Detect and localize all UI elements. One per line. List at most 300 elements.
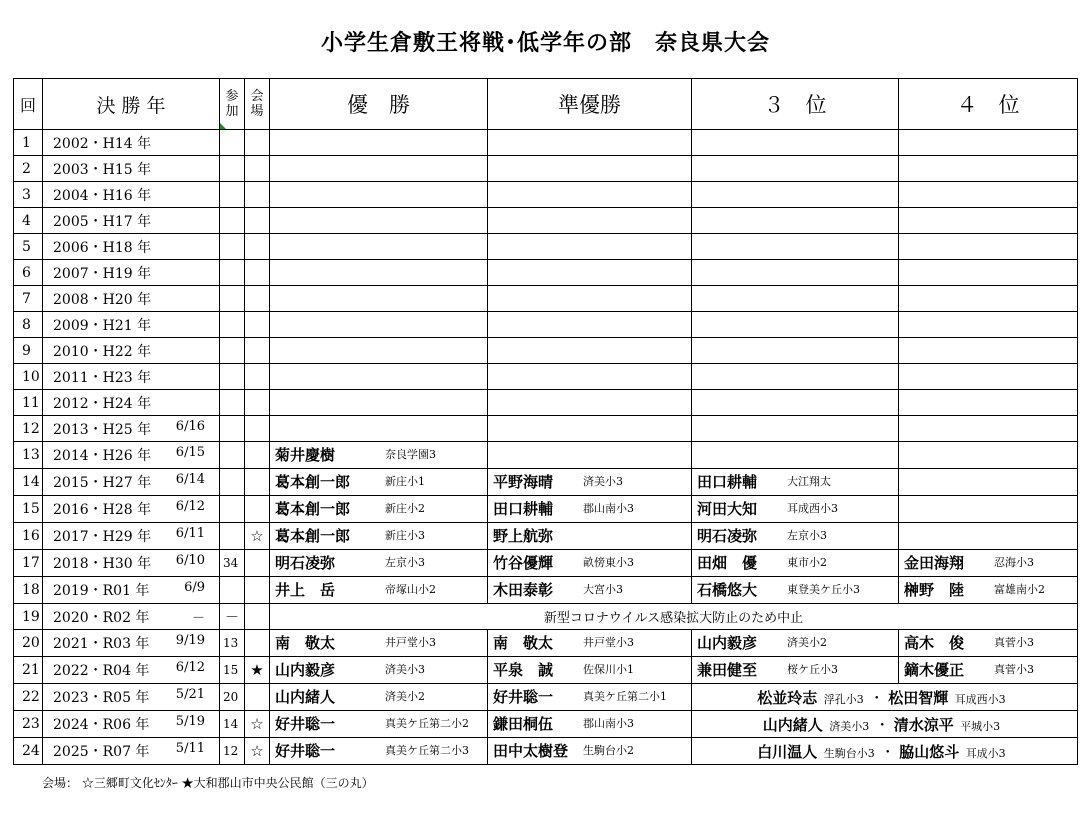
school-name: 済美小3 bbox=[385, 663, 425, 676]
venue-mark bbox=[245, 630, 270, 657]
player-name: 榊野 陸 bbox=[904, 581, 965, 599]
venue-mark bbox=[245, 234, 270, 260]
final-year bbox=[43, 338, 220, 364]
r1-cell bbox=[270, 364, 488, 390]
player-name: 南 敬太 bbox=[275, 634, 336, 652]
venue-mark bbox=[245, 260, 270, 286]
year-label: 2009・H21 年 bbox=[53, 317, 152, 334]
round-number: 18 bbox=[14, 577, 43, 604]
r1-cell bbox=[270, 657, 488, 684]
year-label: 2004・H16 年 bbox=[53, 187, 152, 204]
player-name: 清水涼平 bbox=[893, 715, 954, 734]
year-label: 2017・H29 年 bbox=[53, 529, 152, 545]
participant-count: － bbox=[220, 604, 245, 630]
final-date: 5/19 bbox=[175, 714, 205, 729]
venue-mark bbox=[245, 156, 270, 182]
round-number: 10 bbox=[14, 364, 43, 390]
school-name: 佐保川小1 bbox=[583, 663, 634, 676]
player-name: 松田智輝 bbox=[888, 688, 949, 707]
round-number: 12 bbox=[14, 416, 43, 442]
participant-count: 15 bbox=[220, 657, 245, 684]
r1-cell bbox=[270, 684, 488, 711]
venue-mark bbox=[245, 469, 270, 496]
player-name: 鎌田桐伍 bbox=[493, 715, 554, 733]
participant-count bbox=[220, 577, 245, 604]
school-name: 済美小3 bbox=[829, 719, 870, 733]
player-name: 井上 岳 bbox=[275, 581, 336, 599]
r1-cell bbox=[270, 234, 488, 260]
player-name: 葛本創一郎 bbox=[275, 500, 351, 518]
venue-mark bbox=[245, 390, 270, 416]
year-label: 2003・H15 年 bbox=[53, 161, 152, 178]
venue-mark bbox=[245, 182, 270, 208]
venue-mark bbox=[245, 338, 270, 364]
year-label: 2020・R02 年 bbox=[53, 609, 150, 626]
r3-cell bbox=[692, 469, 899, 496]
table-row bbox=[14, 364, 1078, 390]
venue-mark bbox=[245, 577, 270, 604]
final-year bbox=[43, 182, 220, 208]
venue-mark: ☆ bbox=[245, 523, 270, 550]
school-name: 耳成西小3 bbox=[954, 692, 1006, 706]
header-fourth: ４ 位 bbox=[899, 79, 1078, 130]
round-number: 5 bbox=[14, 234, 43, 260]
r2-cell bbox=[488, 156, 692, 182]
round-number: 17 bbox=[14, 550, 43, 577]
venue-legend: 会場： ☆三郷町文化ｾﾝﾀｰ ★大和郡山市中央公民館（三の丸） bbox=[42, 776, 374, 790]
page-title: 小学生倉敷王将戦･低学年の部 奈良県大会 bbox=[320, 30, 770, 56]
school-name: 生駒台小3 bbox=[823, 746, 875, 760]
table-row bbox=[14, 684, 1078, 711]
final-year bbox=[43, 156, 220, 182]
separator: ・ bbox=[875, 717, 890, 734]
final-date: 6/14 bbox=[175, 472, 205, 487]
final-date: 6/12 bbox=[175, 499, 205, 514]
school-name: 忍海小3 bbox=[994, 556, 1034, 569]
r4-cell bbox=[899, 657, 1078, 684]
table-row bbox=[14, 657, 1078, 684]
school-name: 井戸堂小3 bbox=[583, 636, 634, 649]
player-name: 明石凌弥 bbox=[275, 554, 336, 572]
round-number: 8 bbox=[14, 312, 43, 338]
r2-cell bbox=[488, 286, 692, 312]
table-row bbox=[14, 469, 1078, 496]
r3-cell bbox=[692, 156, 899, 182]
r4-cell bbox=[899, 390, 1078, 416]
school-name: 新庄小2 bbox=[385, 502, 425, 515]
r3-cell bbox=[692, 390, 899, 416]
table-row bbox=[14, 390, 1078, 416]
table-row bbox=[14, 338, 1078, 364]
r2-cell bbox=[488, 312, 692, 338]
r3-cell bbox=[692, 130, 899, 156]
player-name: 好井聡一 bbox=[275, 742, 336, 760]
final-date: 6/12 bbox=[175, 660, 205, 675]
round-number: 6 bbox=[14, 260, 43, 286]
final-year bbox=[43, 286, 220, 312]
year-label: 2016・H28 年 bbox=[53, 502, 152, 518]
r1-cell bbox=[270, 416, 488, 442]
venue-mark bbox=[245, 550, 270, 577]
player-name: 石橋悠大 bbox=[697, 581, 758, 599]
school-name: 真美ケ丘第二小2 bbox=[385, 717, 469, 730]
year-label: 2011・H23 年 bbox=[53, 369, 152, 386]
r1-cell bbox=[270, 286, 488, 312]
r3-cell bbox=[692, 630, 899, 657]
results-body bbox=[14, 130, 1078, 765]
player-name: 鏑木優正 bbox=[904, 661, 965, 679]
header-third: ３ 位 bbox=[692, 79, 899, 130]
participant-count bbox=[220, 156, 245, 182]
year-label: 2010・H22 年 bbox=[53, 343, 152, 360]
round-number: 23 bbox=[14, 711, 43, 738]
table-row bbox=[14, 260, 1078, 286]
year-label: 2013・H25 年 bbox=[53, 421, 152, 438]
r2-cell bbox=[488, 684, 692, 711]
school-name: 新庄小3 bbox=[385, 529, 425, 542]
round-number: 11 bbox=[14, 390, 43, 416]
final-year bbox=[43, 130, 220, 156]
r1-cell bbox=[270, 711, 488, 738]
venue-mark bbox=[245, 312, 270, 338]
round-number: 24 bbox=[14, 738, 43, 765]
header-row bbox=[14, 79, 1078, 130]
final-year bbox=[43, 496, 220, 523]
participant-count bbox=[220, 469, 245, 496]
r2-cell bbox=[488, 711, 692, 738]
player-name: 脇山悠斗 bbox=[899, 742, 960, 761]
round-number: 4 bbox=[14, 208, 43, 234]
participant-count bbox=[220, 523, 245, 550]
school-name: 桜ケ丘小3 bbox=[787, 663, 838, 676]
header-year: 決 勝 年 bbox=[43, 79, 220, 130]
school-name: 真美ケ丘第二小1 bbox=[583, 690, 667, 703]
table-row bbox=[14, 208, 1078, 234]
r3-cell bbox=[692, 234, 899, 260]
r3-cell bbox=[692, 364, 899, 390]
year-label: 2002・H14 年 bbox=[53, 135, 152, 152]
table-row bbox=[14, 496, 1078, 523]
r2-cell bbox=[488, 523, 692, 550]
r4-cell bbox=[899, 208, 1078, 234]
header-no: 回 bbox=[14, 79, 43, 130]
header-venue: 会 場 bbox=[245, 79, 270, 130]
r4-cell bbox=[899, 550, 1078, 577]
participant-count bbox=[220, 130, 245, 156]
participant-count bbox=[220, 496, 245, 523]
round-number: 16 bbox=[14, 523, 43, 550]
round-number: 3 bbox=[14, 182, 43, 208]
school-name: 大江翔太 bbox=[787, 475, 831, 488]
final-date: 5/21 bbox=[175, 687, 205, 702]
player-name: 田口耕輔 bbox=[697, 473, 758, 491]
school-name: 井戸堂小3 bbox=[385, 636, 436, 649]
r1-cell bbox=[270, 496, 488, 523]
player-name: 兼田健至 bbox=[697, 661, 758, 679]
r1-cell bbox=[270, 260, 488, 286]
r1-cell bbox=[270, 577, 488, 604]
final-year bbox=[43, 523, 220, 550]
player-name: 河田大知 bbox=[697, 500, 758, 518]
r2-cell bbox=[488, 130, 692, 156]
r4-cell bbox=[899, 260, 1078, 286]
cancel-note: 新型コロナウイルス感染拡大防止のため中止 bbox=[270, 604, 1078, 630]
r3-cell bbox=[692, 182, 899, 208]
player-name: 好井聡一 bbox=[493, 688, 554, 706]
final-year bbox=[43, 684, 220, 711]
player-name: 葛本創一郎 bbox=[275, 473, 351, 491]
r4-cell bbox=[899, 630, 1078, 657]
participant-count: 12 bbox=[220, 738, 245, 765]
player-name: 山内毅彦 bbox=[275, 661, 336, 679]
final-year bbox=[43, 312, 220, 338]
r2-cell bbox=[488, 208, 692, 234]
school-name: 郡山南小3 bbox=[583, 502, 634, 515]
r4-cell bbox=[899, 338, 1078, 364]
round-number: 15 bbox=[14, 496, 43, 523]
participant-count bbox=[220, 312, 245, 338]
r2-cell bbox=[488, 577, 692, 604]
r4-cell bbox=[899, 523, 1078, 550]
school-name: 真菅小3 bbox=[994, 636, 1034, 649]
year-label: 2005・H17 年 bbox=[53, 213, 152, 230]
r4-cell bbox=[899, 156, 1078, 182]
player-name: 菊井慶樹 bbox=[275, 446, 336, 464]
year-label: 2014・H26 年 bbox=[53, 448, 152, 464]
table-row bbox=[14, 156, 1078, 182]
player-name: 田中太樹登 bbox=[493, 742, 569, 760]
table-row bbox=[14, 550, 1078, 577]
venue-mark: ☆ bbox=[245, 711, 270, 738]
venue-mark bbox=[245, 364, 270, 390]
r3-cell bbox=[692, 496, 899, 523]
school-name: 郡山南小3 bbox=[583, 717, 634, 730]
table-row bbox=[14, 523, 1078, 550]
table-row bbox=[14, 286, 1078, 312]
participant-count: 20 bbox=[220, 684, 245, 711]
final-date: 6/11 bbox=[175, 526, 205, 541]
table-row bbox=[14, 182, 1078, 208]
participant-count bbox=[220, 260, 245, 286]
r2-cell bbox=[488, 657, 692, 684]
final-year bbox=[43, 390, 220, 416]
final-date: 6/15 bbox=[175, 445, 205, 460]
round-number: 19 bbox=[14, 604, 43, 630]
final-year bbox=[43, 234, 220, 260]
r1-cell bbox=[270, 523, 488, 550]
r3-cell bbox=[692, 416, 899, 442]
participant-count bbox=[220, 286, 245, 312]
player-name: 平野海晴 bbox=[493, 473, 554, 491]
player-name: 竹谷優輝 bbox=[493, 554, 554, 572]
r4-cell bbox=[899, 312, 1078, 338]
shared-third-cell bbox=[692, 684, 1078, 711]
r1-cell bbox=[270, 630, 488, 657]
r2-cell bbox=[488, 496, 692, 523]
year-label: 2012・H24 年 bbox=[53, 395, 152, 412]
round-number: 2 bbox=[14, 156, 43, 182]
school-name: 帝塚山小2 bbox=[385, 583, 436, 596]
r3-cell bbox=[692, 577, 899, 604]
school-name: 畝傍東小3 bbox=[583, 556, 634, 569]
r3-cell bbox=[692, 260, 899, 286]
final-date: 9/19 bbox=[175, 633, 205, 648]
final-year bbox=[43, 208, 220, 234]
participant-count bbox=[220, 390, 245, 416]
final-year bbox=[43, 738, 220, 765]
school-name: 真美ケ丘第二小3 bbox=[385, 744, 469, 757]
r1-cell bbox=[270, 182, 488, 208]
r2-cell bbox=[488, 442, 692, 469]
year-label: 2019・R01 年 bbox=[53, 583, 150, 599]
r4-cell bbox=[899, 286, 1078, 312]
shared-third-cell bbox=[692, 738, 1078, 765]
final-year bbox=[43, 550, 220, 577]
player-name: 山内緒人 bbox=[275, 688, 336, 706]
r4-cell bbox=[899, 416, 1078, 442]
r2-cell bbox=[488, 550, 692, 577]
r4-cell bbox=[899, 182, 1078, 208]
player-name: 田口耕輔 bbox=[493, 500, 554, 518]
r1-cell bbox=[270, 130, 488, 156]
table-row bbox=[14, 577, 1078, 604]
final-year bbox=[43, 604, 220, 630]
year-label: 2021・R03 年 bbox=[53, 636, 150, 652]
year-label: 2022・R04 年 bbox=[53, 663, 150, 679]
venue-mark bbox=[245, 416, 270, 442]
venue-mark bbox=[245, 496, 270, 523]
school-name: 耳成西小3 bbox=[787, 502, 838, 515]
round-number: 13 bbox=[14, 442, 43, 469]
school-name: 左京小3 bbox=[385, 556, 425, 569]
header-winner: 優 勝 bbox=[270, 79, 488, 130]
r1-cell bbox=[270, 550, 488, 577]
participant-count: 14 bbox=[220, 711, 245, 738]
year-label: 2018・H30 年 bbox=[53, 556, 152, 572]
table-row bbox=[14, 738, 1078, 765]
r3-cell bbox=[692, 286, 899, 312]
final-date: － bbox=[191, 610, 205, 626]
year-label: 2008・H20 年 bbox=[53, 291, 152, 308]
r4-cell bbox=[899, 364, 1078, 390]
table-row bbox=[14, 312, 1078, 338]
r3-cell bbox=[692, 657, 899, 684]
player-name: 明石凌弥 bbox=[697, 527, 758, 545]
round-number: 21 bbox=[14, 657, 43, 684]
final-year bbox=[43, 711, 220, 738]
venue-mark bbox=[245, 604, 270, 630]
r3-cell bbox=[692, 312, 899, 338]
school-name: 真菅小3 bbox=[994, 663, 1034, 676]
r1-cell bbox=[270, 738, 488, 765]
round-number: 9 bbox=[14, 338, 43, 364]
table-row bbox=[14, 416, 1078, 442]
final-date: 5/11 bbox=[175, 741, 205, 756]
r2-cell bbox=[488, 738, 692, 765]
school-name: 済美小2 bbox=[787, 636, 827, 649]
school-name: 大宮小3 bbox=[583, 583, 623, 596]
final-year bbox=[43, 416, 220, 442]
venue-mark bbox=[245, 208, 270, 234]
participant-count: 34 bbox=[220, 550, 245, 577]
r4-cell bbox=[899, 234, 1078, 260]
player-name: 木田泰彰 bbox=[493, 581, 554, 599]
r3-cell bbox=[692, 523, 899, 550]
header-runner-up: 準優勝 bbox=[488, 79, 692, 130]
player-name: 葛本創一郎 bbox=[275, 527, 351, 545]
final-year bbox=[43, 469, 220, 496]
round-number: 7 bbox=[14, 286, 43, 312]
player-name: 松並玲志 bbox=[757, 688, 818, 707]
r2-cell bbox=[488, 338, 692, 364]
player-name: 山内毅彦 bbox=[697, 634, 758, 652]
header-participants: 参 加 bbox=[220, 79, 245, 130]
r2-cell bbox=[488, 260, 692, 286]
r2-cell bbox=[488, 234, 692, 260]
final-year bbox=[43, 577, 220, 604]
round-number: 22 bbox=[14, 684, 43, 711]
player-name: 山内緒人 bbox=[762, 715, 823, 734]
separator: ・ bbox=[869, 690, 884, 707]
player-name: 白川温人 bbox=[757, 742, 818, 761]
participant-count bbox=[220, 234, 245, 260]
r4-cell bbox=[899, 577, 1078, 604]
venue-mark bbox=[245, 286, 270, 312]
school-name: 富雄南小2 bbox=[994, 583, 1045, 596]
venue-mark: ★ bbox=[245, 657, 270, 684]
r1-cell bbox=[270, 390, 488, 416]
participant-count bbox=[220, 364, 245, 390]
participant-count: 13 bbox=[220, 630, 245, 657]
school-name: 左京小3 bbox=[787, 529, 827, 542]
r2-cell bbox=[488, 390, 692, 416]
player-name: 高木 俊 bbox=[904, 634, 965, 652]
school-name: 済美小3 bbox=[583, 475, 623, 488]
player-name: 好井聡一 bbox=[275, 715, 336, 733]
player-name: 田畑 優 bbox=[697, 554, 758, 572]
final-date: 6/10 bbox=[175, 553, 205, 568]
participant-count bbox=[220, 442, 245, 469]
participant-count bbox=[220, 338, 245, 364]
school-name: 済美小2 bbox=[385, 690, 425, 703]
year-label: 2015・H27 年 bbox=[53, 475, 152, 491]
school-name: 浮孔小3 bbox=[823, 692, 864, 706]
table-row bbox=[14, 442, 1078, 469]
venue-mark bbox=[245, 442, 270, 469]
participant-count bbox=[220, 208, 245, 234]
r2-cell bbox=[488, 416, 692, 442]
final-year bbox=[43, 630, 220, 657]
participant-count bbox=[220, 416, 245, 442]
venue-mark bbox=[245, 130, 270, 156]
cell-comment-marker bbox=[220, 123, 226, 129]
final-year bbox=[43, 260, 220, 286]
round-number: 1 bbox=[14, 130, 43, 156]
r1-cell bbox=[270, 208, 488, 234]
table-row bbox=[14, 604, 1078, 630]
year-label: 2025・R07 年 bbox=[53, 744, 150, 760]
r4-cell bbox=[899, 130, 1078, 156]
r3-cell bbox=[692, 338, 899, 364]
final-date: 6/16 bbox=[175, 418, 205, 434]
player-name: 野上航弥 bbox=[493, 527, 554, 545]
round-number: 20 bbox=[14, 630, 43, 657]
r2-cell bbox=[488, 364, 692, 390]
school-name: 東登美ケ丘小3 bbox=[787, 583, 860, 596]
separator: ・ bbox=[880, 744, 895, 761]
table-row bbox=[14, 711, 1078, 738]
r3-cell bbox=[692, 208, 899, 234]
